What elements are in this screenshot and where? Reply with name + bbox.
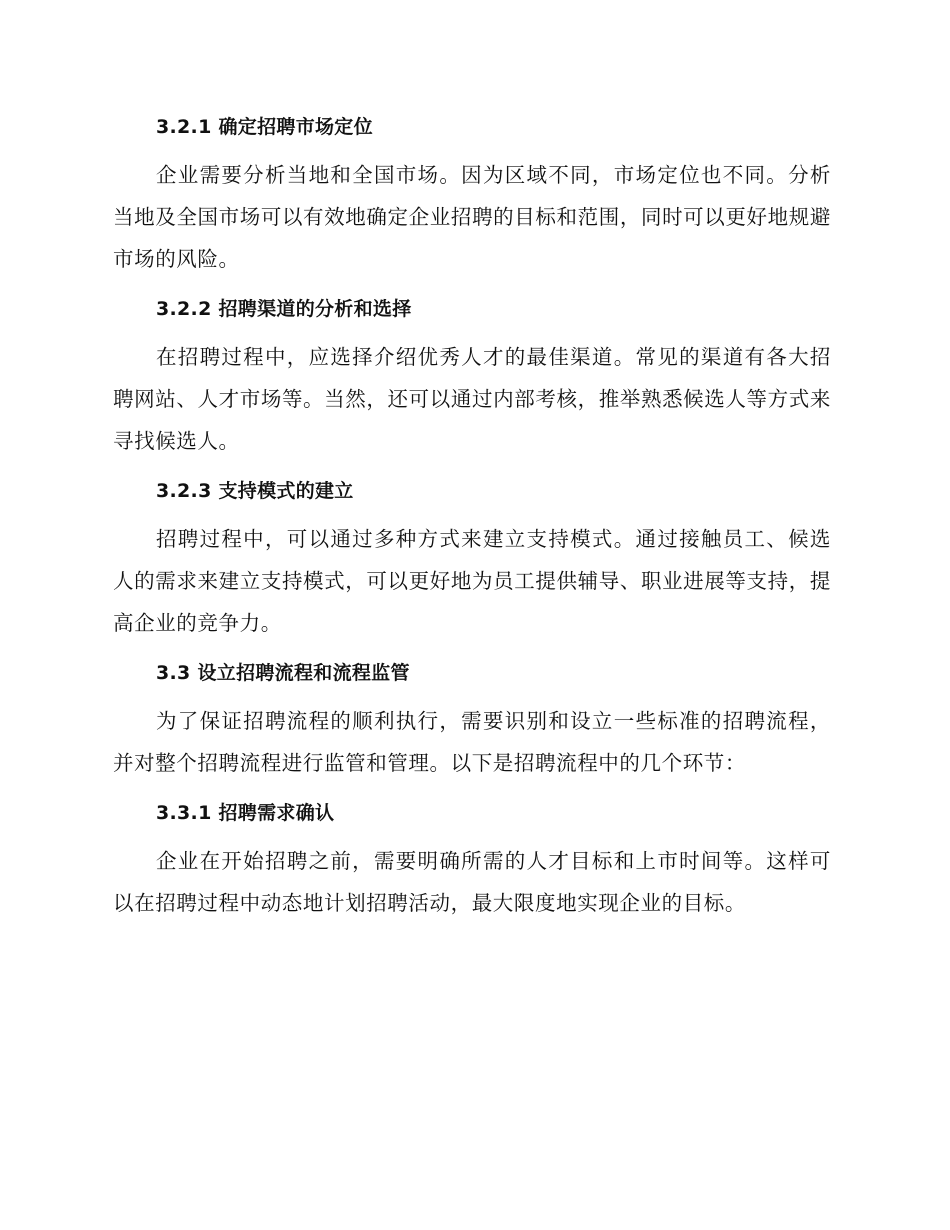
section-3-3: [113, 654, 831, 784]
section-heading: 3.2.3 支持模式的建立: [156, 480, 354, 502]
section-heading: 3.3 设立招聘流程和流程监管: [156, 662, 410, 684]
section-3-2-3: [113, 472, 831, 644]
section-paragraph: 招聘过程中，可以通过多种方式来建立支持模式。通过接触员工、候选人的需求来建立支持模式，可以更好地为员工提供辅导、职业进展等支持，提高企业的竞争力。: [113, 527, 831, 635]
section-paragraph: 企业在开始招聘之前，需要明确所需的人才目标和上市时间等。这样可以在招聘过程中动态地计划招聘活动，最大限度地实现企业的目标。: [113, 849, 831, 915]
section-paragraph: 在招聘过程中，应选择介绍优秀人才的最佳渠道。常见的渠道有各大招聘网站、人才市场等。当然，还可以通过内部考核，推举熟悉候选人等方式来寻找候选人。: [113, 345, 831, 453]
section-paragraph: 企业需要分析当地和全国市场。因为区域不同，市场定位也不同。分析当地及全国市场可以有效地确定企业招聘的目标和范围，同时可以更好地规避市场的风险。: [113, 163, 831, 271]
section-heading: 3.3.1 招聘需求确认: [156, 802, 335, 824]
section-3-2-1: [113, 108, 831, 280]
section-paragraph: 为了保证招聘流程的顺利执行，需要识别和设立一些标准的招聘流程，并对整个招聘流程进行监管和管理。以下是招聘流程中的几个环节：: [113, 709, 831, 775]
section-3-2-2: [113, 290, 831, 462]
section-heading: 3.2.2 招聘渠道的分析和选择: [156, 298, 412, 320]
document-page: [113, 108, 831, 934]
section-heading: 3.2.1 确定招聘市场定位: [156, 116, 373, 138]
section-3-3-1: [113, 794, 831, 924]
